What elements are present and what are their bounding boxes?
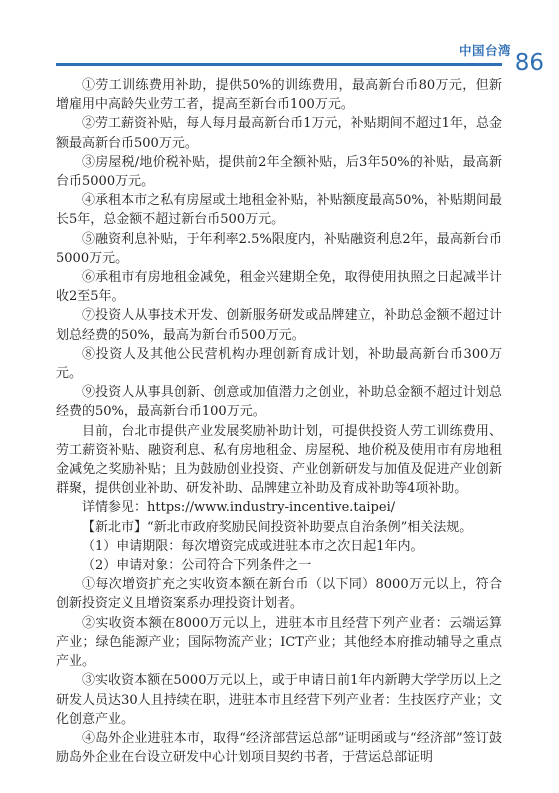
paragraph: 【新北市】“新北市政府奖励民间投资补助要点自治条例”相关法规。 [82, 519, 473, 535]
paragraph: ④岛外企业进驻本市，取得“经济部营运总部”证明函或与“经济部”签订鼓励岛外企业在台设立研发中心计划项目契约书者，于营运总部证明 [56, 730, 502, 766]
paragraph: ②劳工薪资补贴，每人每月最高新台币1万元，补贴期间不超过1年，总金额最高新台币500万元。 [56, 116, 502, 151]
paragraph: ①每次增资扩充之实收资本额在新台币（以下同）8000万元以上，符合创新投资定义且增资案系办理投资计划者。 [56, 577, 502, 612]
paragraph: ⑨投资人从事具创新、创意或加值潜力之创业，补助总金额不超过计划总经费的50%，最高新台币100万元。 [56, 385, 502, 420]
paragraph: （1）申请期限：每次增资完成或进驻本市之次日起1年内。 [82, 538, 424, 554]
header-rule [56, 63, 502, 66]
paragraph: ⑤融资利息补贴，于年利率2.5%限度内，补贴融资利息2年，最高新台币5000万元。 [56, 231, 502, 266]
paragraph: ①劳工训练费用补助，提供50%的训练费用，最高新台币80万元，但新增雇用中高龄失业劳工者，提高至新台币100万元。 [56, 78, 502, 113]
paragraph: ④承租本市之私有房屋或土地租金补贴，补贴额度最高50%，补贴期间最长5年，总金额不超过新台币500万元。 [56, 193, 502, 228]
paragraph: ②实收资本额在8000万元以上，进驻本市且经营下列产业者：云端运算产业；绿色能源产业；国际物流产业；ICT产业；其他经本府推动辅导之重点产业。 [56, 615, 502, 670]
paragraph: 目前，台北市提供产业发展奖励补助计划，可提供投资人劳工训练费用、劳工薪资补贴、融资利息、私有房地租金、房屋税、地价税及使用市有房地租金减免之奖励补贴；且为鼓励创业投资、产业创新研发与加值及促进产业创新群聚，提供创业补助、研发补助、品牌建立补助及育成补助等4项补助。 [56, 423, 502, 497]
paragraph: ③实收资本额在5000万元以上，或于申请日前1年内新聘大学学历以上之研发人员达30人且持续在职，进驻本市且经营下列产业者：生技医疗产业；文化创意产业。 [56, 673, 502, 727]
page-number: 86 [514, 50, 544, 76]
paragraph: （2）申请对象：公司符合下列条件之一 [82, 558, 312, 574]
paragraph: ⑧投资人及其他公民营机构办理创新育成计划，补助最高新台币300万元。 [56, 346, 502, 382]
paragraph: ⑦投资人从事技术开发、创新服务研发或品牌建立，补助总金额不超过计划总经费的50%，最高为新台币500万元。 [56, 308, 502, 343]
paragraph: ⑥承租市有房地租金减免，租金兴建期全免，取得使用执照之日起减半计收2至5年。 [56, 270, 502, 305]
section-title: 中国台湾 [458, 43, 511, 58]
details-link-line: 详情参见：https://www.industry-incentive.taipei/ [82, 500, 396, 516]
paragraph: ③房屋税/地价税补贴，提供前2年全额补贴，后3年50%的补贴，最高新台币5000万元。 [56, 154, 502, 190]
body-text [56, 76, 502, 767]
